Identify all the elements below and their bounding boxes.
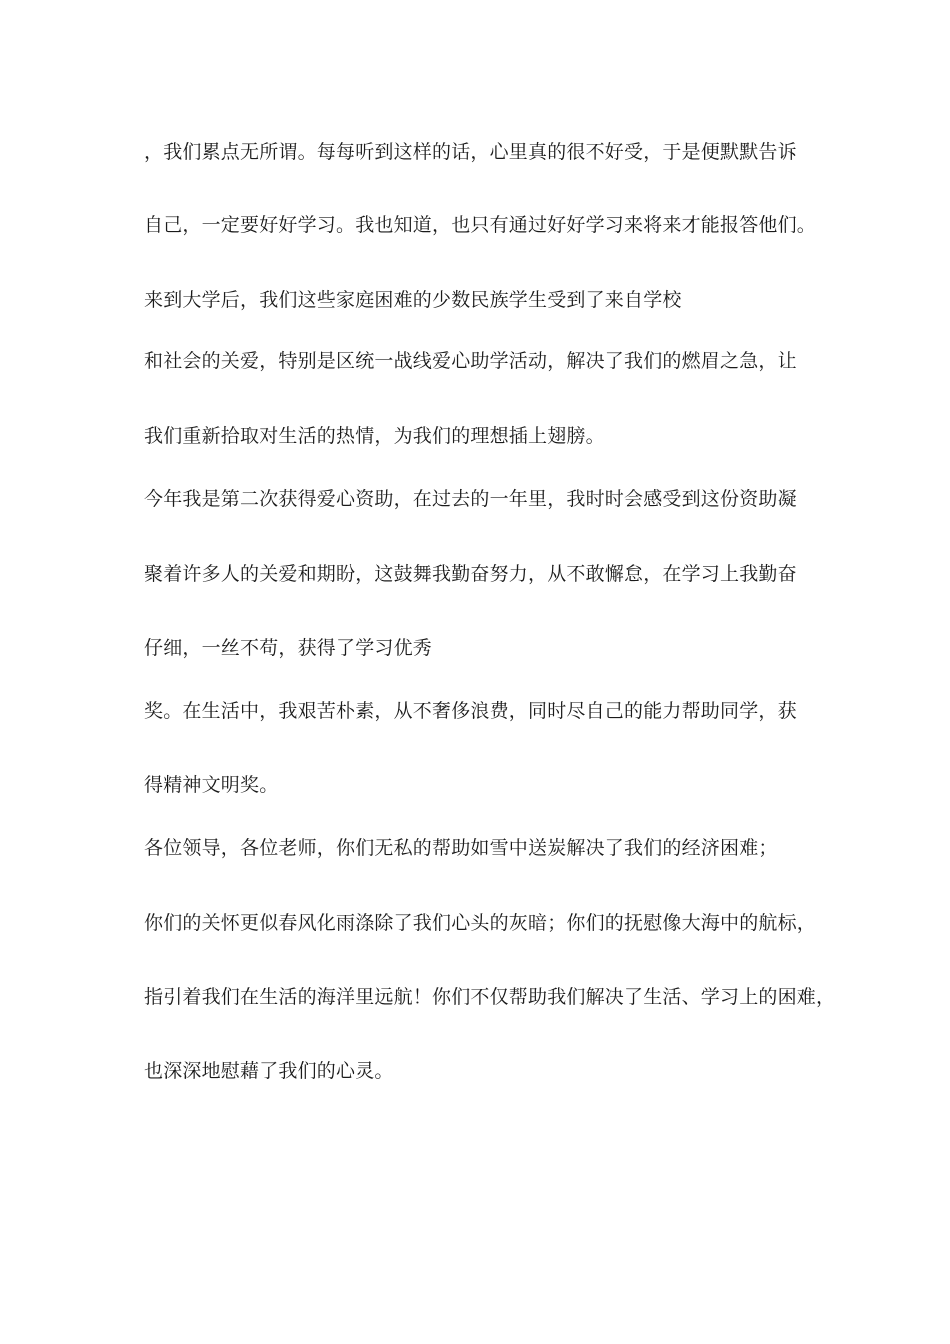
text-line: 我们重新拾取对生活的热情，为我们的理想插上翅膀。	[144, 425, 605, 447]
text-line: 仔细，一丝不苟，获得了学习优秀	[144, 637, 433, 659]
text-line: 也深深地慰藉了我们的心灵。	[144, 1060, 394, 1082]
text-line: 你们的关怀更似春风化雨涤除了我们心头的灰暗；你们的抚慰像大海中的航标，	[144, 912, 817, 934]
text-line: 得精神文明奖。	[144, 774, 279, 796]
text-line: ，我们累点无所谓。每每听到这样的话，心里真的很不好受，于是便默默告诉	[144, 141, 797, 163]
text-line: 聚着许多人的关爱和期盼，这鼓舞我勤奋努力，从不敢懈怠，在学习上我勤奋	[144, 563, 797, 585]
text-line: 各位领导，各位老师，你们无私的帮助如雪中送炭解决了我们的经济困难；	[144, 837, 778, 859]
text-line: 奖。在生活中，我艰苦朴素，从不奢侈浪费，同时尽自己的能力帮助同学，获	[144, 700, 797, 722]
text-line: 来到大学后，我们这些家庭困难的少数民族学生受到了来自学校	[144, 289, 682, 311]
text-line: 自己，一定要好好学习。我也知道，也只有通过好好学习来将来才能报答他们。	[144, 214, 817, 236]
text-line: 指引着我们在生活的海洋里远航！你们不仅帮助我们解决了生活、学习上的困难，	[144, 986, 836, 1008]
text-line: 今年我是第二次获得爱心资助，在过去的一年里，我时时会感受到这份资助凝	[144, 488, 797, 510]
text-line: 和社会的关爱，特别是区统一战线爱心助学活动，解决了我们的燃眉之急，让	[144, 350, 797, 372]
